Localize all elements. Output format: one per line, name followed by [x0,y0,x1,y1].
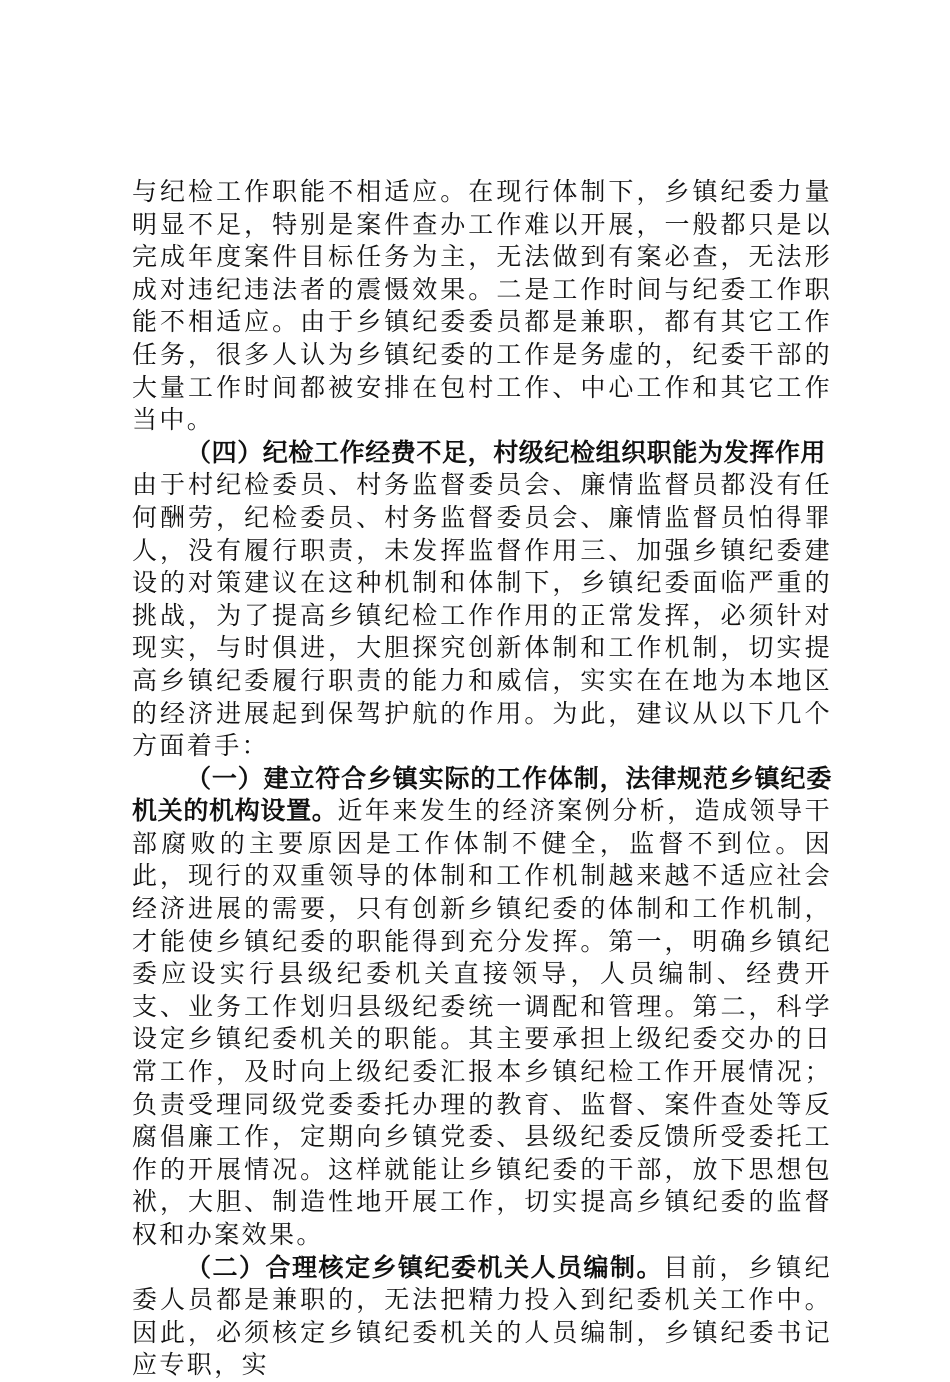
paragraph-continuation: 与纪检工作职能不相适应。在现行体制下，乡镇纪委力量明显不足，特别是案件查办工作难以开展，一般都只是以完成年度案件目标任务为主，无法做到有案必查，无法形成对违纪违法者的震慑效果。二是工作时间与纪委工作职能不相适应。由于乡镇纪委委员都是兼职，都有其它工作任务，很多人认为乡镇纪委的工作是务虚的，纪委干部的大量工作时间都被安排在包村工作、中心工作和其它工作当中。 [132,177,832,435]
recommendation-1-heading: （一）建立符合乡镇实际的工作体制，法律规范乡镇纪委机关的机构设置。 [132,763,832,826]
recommendation-2-text: 目前，乡镇纪委人员都是兼职的，无法把精力投入到纪委机关工作中。因此，必须核定乡镇纪委机关的人员编制，乡镇纪委书记应专职，实 [132,1252,832,1380]
recommendation-1-text: 近年来发生的经济案例分析，造成领导干部腐败的主要原因是工作体制不健全，监督不到位。因此，现行的双重领导的体制和工作机制越来越不适应社会经济进展的需要，只有创新乡镇纪委的体制和工作机制，才能使乡镇纪委的职能得到充分发挥。第一，明确乡镇纪委应设实行县级纪委机关直接领导，人员编制、经费开支、业务工作划归县级纪委统一调配和管理。第二，科学设定乡镇纪委机关的职能。其主要承担上级纪委交办的日常工作，及时向上级纪委汇报本乡镇纪检工作开展情况；负责受理同级党委委托办理的教育、监督、案件查处等反腐倡廉工作，定期向乡镇党委、县级纪委反馈所受委托工作的开展情况。这样就能让乡镇纪委的干部，放下思想包袱，大胆、制造性地开展工作，切实提高乡镇纪委的监督权和办案效果。 [132,796,832,1249]
paragraph-funding: 由于村纪检委员、村务监督委员会、廉情监督员都没有任何酬劳，纪检委员、村务监督委员会、廉情监督员怕得罪人，没有履行职责，未发挥监督作用三、加强乡镇纪委建设的对策建议在这种机制和体制下，乡镇纪委面临严重的挑战，为了提高乡镇纪检工作作用的正常发挥，必须针对现实，与时俱进，大胆探究创新体制和工作机制，切实提高乡镇纪委履行职责的能力和威信，实实在在地为本地区的经济进展起到保驾护航的作用。为此，建议从以下几个方面着手： [132,470,832,761]
recommendation-2-heading: （二）合理核定乡镇纪委机关人员编制。 [186,1252,664,1282]
document-body [132,176,832,1382]
recommendation-2 [132,1252,832,1382]
section-heading-4-text: （四）纪检工作经费不足，村级纪检组织职能为发挥作用 [186,437,827,467]
section-heading-4 [132,437,832,470]
recommendation-1 [132,763,832,1252]
